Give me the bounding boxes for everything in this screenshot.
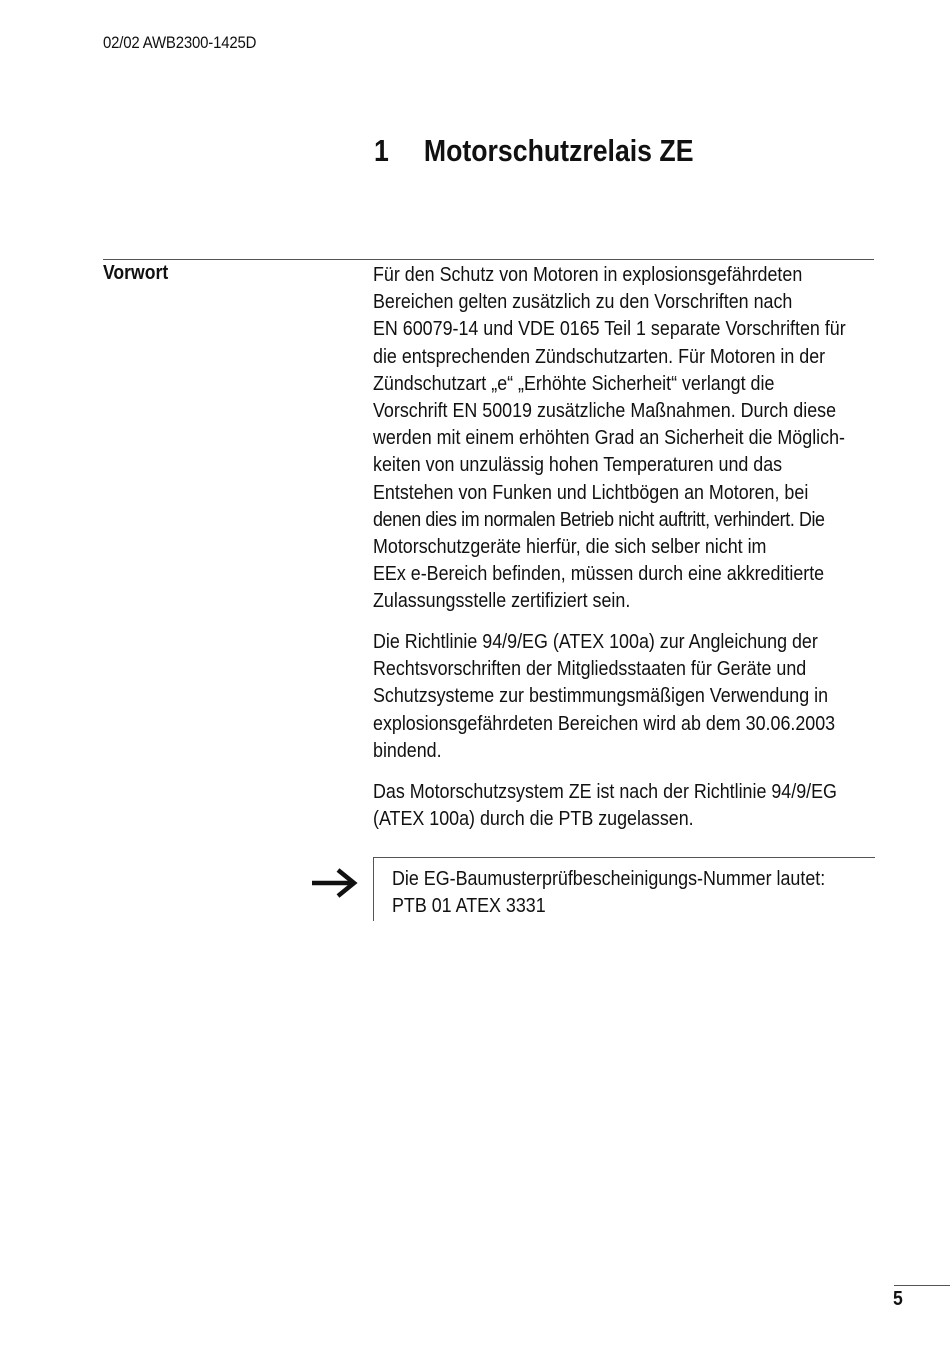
paragraph-line: EN 60079-14 und VDE 0165 Teil 1 separate Vorschriften für bbox=[373, 317, 846, 341]
page-number-rule bbox=[894, 1285, 950, 1286]
paragraph-line: Vorschrift EN 50019 zusätzliche Maßnahmen. Durch diese bbox=[373, 399, 837, 423]
note-line: PTB 01 ATEX 3331 bbox=[392, 894, 546, 917]
paragraph-line: Zündschutzart „e“ „Erhöhte Sicherheit“ verlangt die bbox=[373, 371, 775, 395]
paragraph-line: (ATEX 100a) durch die PTB zugelassen. bbox=[373, 807, 694, 831]
paragraph-3 bbox=[373, 778, 874, 832]
paragraph-line: Bereichen gelten zusätzlich zu den Vorschriften nach bbox=[373, 290, 793, 314]
page-number: 5 bbox=[893, 1288, 903, 1310]
paragraph-line: Schutzsysteme zur bestimmungsmäßigen Verwendung in bbox=[373, 684, 829, 708]
paragraph-line: Rechtsvorschriften der Mitgliedsstaaten für Geräte und bbox=[373, 657, 807, 681]
paragraph-1 bbox=[373, 261, 874, 615]
paragraph-line: die entsprechenden Zündschutzarten. Für Motoren in der bbox=[373, 344, 826, 368]
paragraph-line: EEx e-Bereich befinden, müssen durch eine akkreditierte bbox=[373, 562, 825, 586]
paragraph-line: Das Motorschutzsystem ZE ist nach der Richtlinie 94/9/EG bbox=[373, 780, 837, 803]
chapter-title bbox=[374, 133, 693, 169]
chapter-title-text: Motorschutzrelais ZE bbox=[423, 133, 694, 168]
chapter-number: 1 bbox=[374, 133, 389, 168]
document-code: 02/02 AWB2300-1425D bbox=[103, 33, 257, 52]
paragraph-line: Zulassungsstelle zertifiziert sein. bbox=[373, 589, 631, 613]
paragraph-line: Motorschutzgeräte hierfür, die sich selber nicht im bbox=[373, 535, 767, 559]
paragraph-2 bbox=[373, 628, 874, 764]
note-text bbox=[392, 865, 880, 919]
paragraph-line: Die Richtlinie 94/9/EG (ATEX 100a) zur Angleichung der bbox=[373, 630, 818, 653]
arrow-right-icon bbox=[311, 867, 359, 899]
paragraph-line: keiten von unzulässig hohen Temperaturen und das bbox=[373, 453, 783, 477]
section-heading: Vorwort bbox=[103, 262, 169, 284]
note-box bbox=[373, 857, 875, 921]
paragraph-line: werden mit einem erhöhten Grad an Sicherheit die Möglich- bbox=[373, 426, 845, 450]
section-divider bbox=[103, 259, 874, 260]
paragraph-line: Für den Schutz von Motoren in explosionsgefährdeten bbox=[373, 263, 803, 286]
paragraph-line: explosionsgefährdeten Bereichen wird ab dem 30.06.2003 bbox=[373, 711, 836, 735]
paragraph-line: denen dies im normalen Betrieb nicht auftritt, verhindert. Die bbox=[373, 507, 825, 531]
note-line: Die EG-Baumusterprüfbescheinigungs-Nummer lautet: bbox=[392, 867, 826, 890]
paragraph-line: bindend. bbox=[373, 738, 442, 762]
paragraph-line: Entstehen von Funken und Lichtbögen an Motoren, bei bbox=[373, 480, 809, 504]
